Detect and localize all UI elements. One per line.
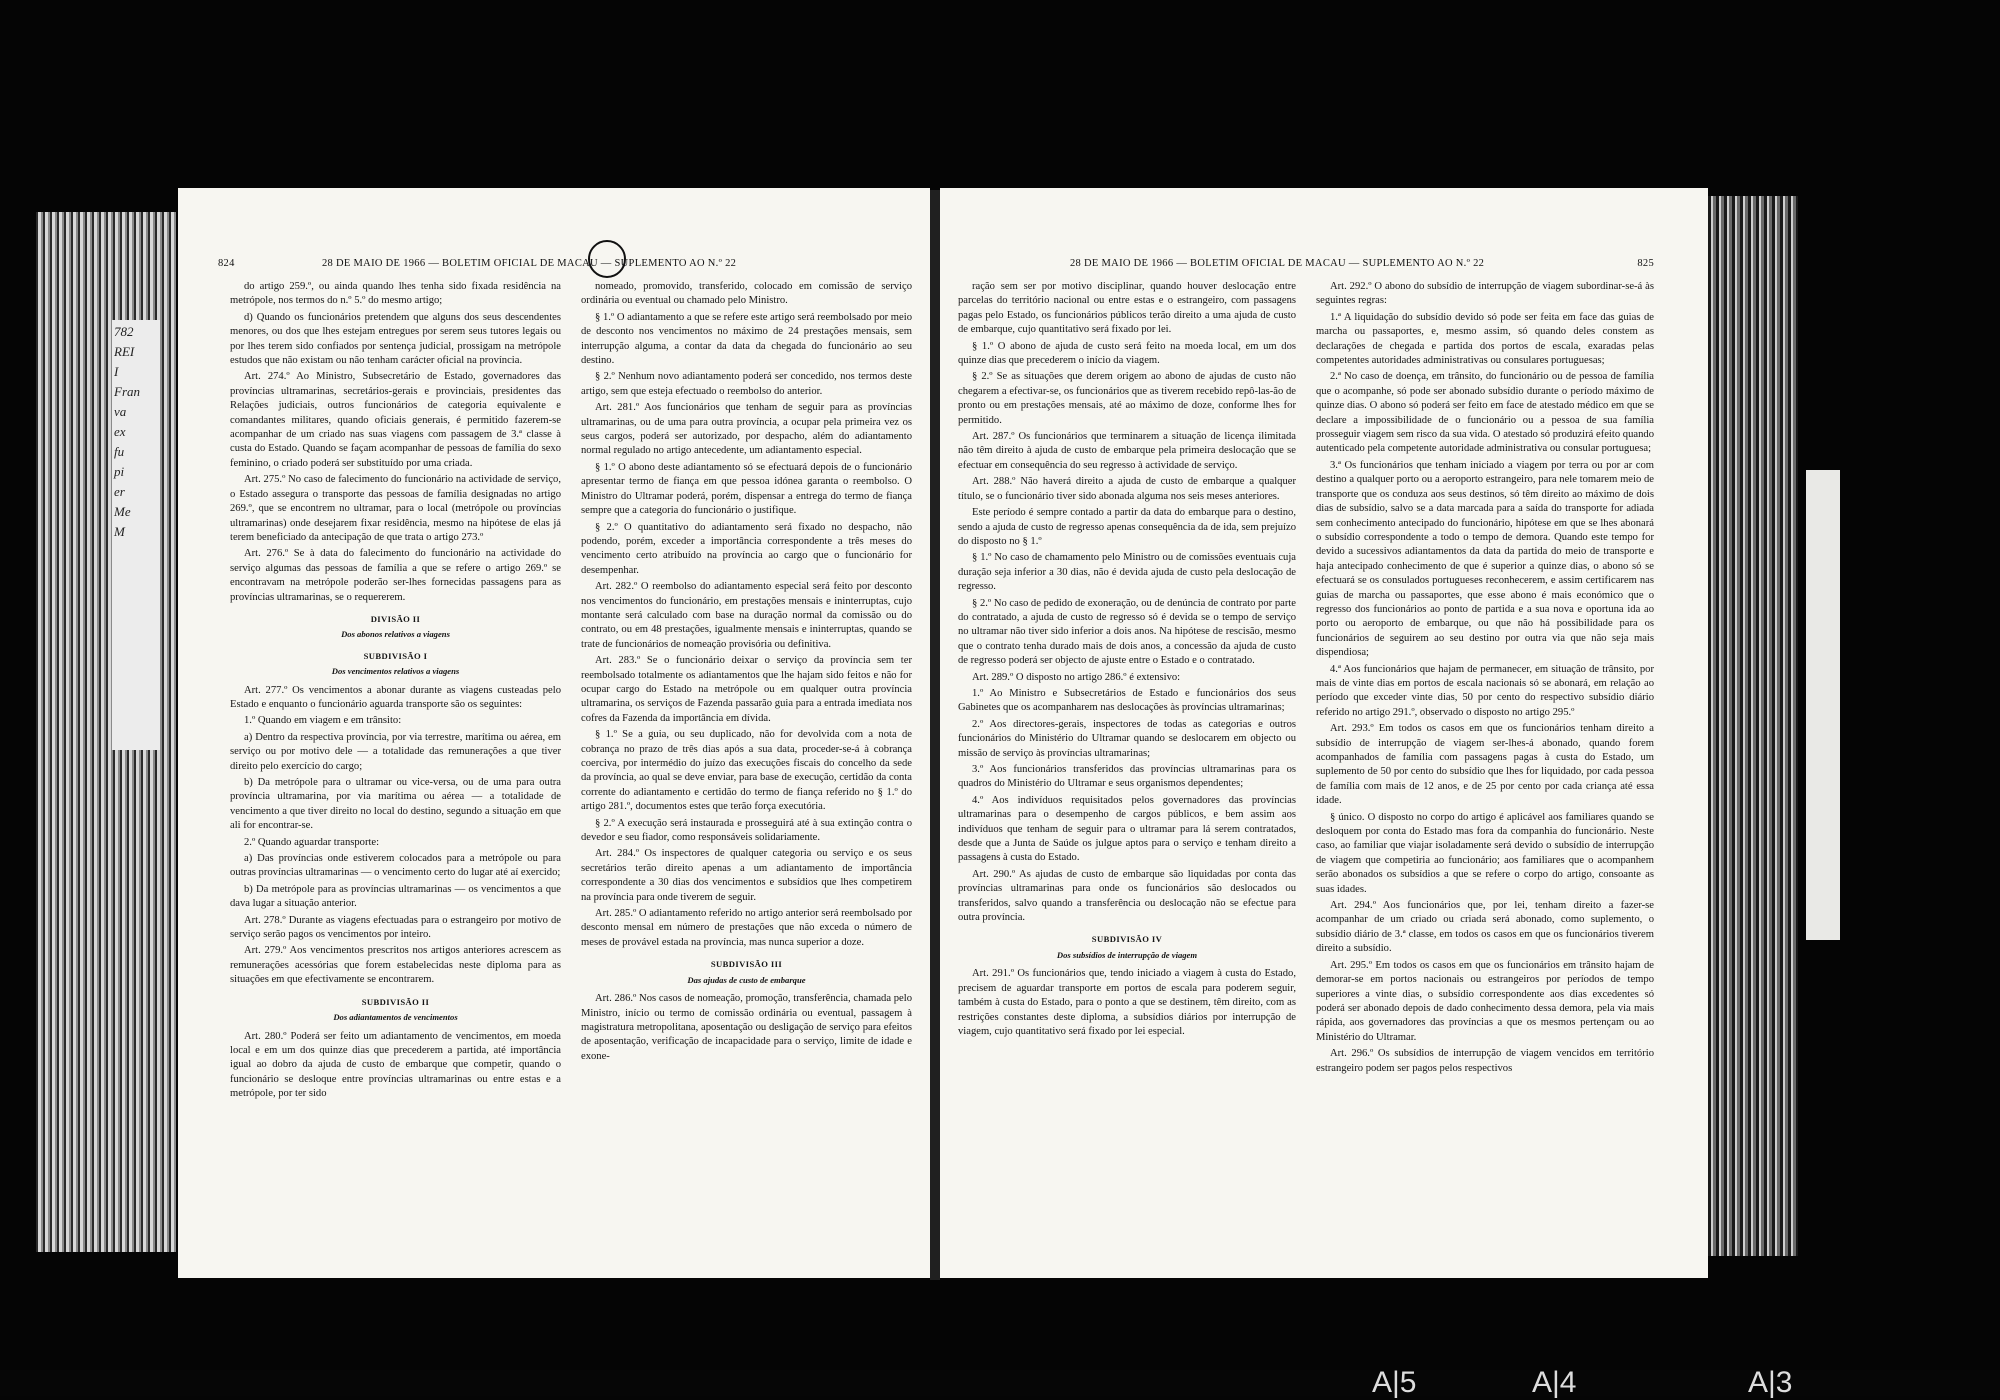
paragraph: Art. 279.º Aos vencimentos prescritos nos artigos anteriores acrescem as remunerações acessórias que forem estabelecidas neste diploma para as situações em que efectivamente se encontrarem. xyxy=(230,945,561,986)
paragraph: Art. 277.º Os vencimentos a abonar durante as viagens custeadas pelo Estado e enquanto o funcionário aguarda transporte são os seguintes: xyxy=(230,684,561,710)
left-page-running-title: 28 DE MAIO DE 1966 — BOLETIM OFICIAL DE MACAU — SUPLEMENTO AO N.º 22 xyxy=(322,258,737,269)
right-page-column-1 xyxy=(958,280,1296,1238)
paragraph: § 2.º O quantitativo do adiantamento será fixado no despacho, não podendo, porém, exceder a importância correspondente a três meses do vencimento certo atribuído na província ao cargo que o funcionário for desempenhar. xyxy=(581,521,912,576)
paragraph: Art. 290.º As ajudas de custo de embarque são liquidadas por conta das províncias ultramarinas para onde os funcionários são deslocados ou transferidos, salvo quando a transferência ou deslocação não se efectue para outra província. xyxy=(958,868,1296,924)
section-subheading: Dos adiantamentos de vencimentos xyxy=(333,1012,458,1023)
paragraph: Art. 294.º Aos funcionários que, por lei, tenham direito a fazer-se acompanhar de um criado ou criada será abonado, como suplemento, o subsídio diário de 3.ª classe, em todos os casos em que os funcionários tiverem direito a subsídio. xyxy=(1316,900,1654,955)
right-page-number: 825 xyxy=(1637,258,1654,269)
paragraph: nomeado, promovido, transferido, colocado em comissão de serviço ordinária ou eventual ou chamado pelo Ministro. xyxy=(581,281,912,307)
right-page-running-title: 28 DE MAIO DE 1966 — BOLETIM OFICIAL DE MACAU — SUPLEMENTO AO N.º 22 xyxy=(1070,258,1485,269)
fragment-text: I xyxy=(114,364,119,379)
frame-marker: A|3 xyxy=(1748,1366,1793,1399)
paragraph: 2.º Quando aguardar transporte: xyxy=(244,836,380,848)
paragraph: 2.º Aos directores-gerais, inspectores de todas as categorias e outros funcionários do Ministério do Ultramar quando se deslocarem em objecto ou missão de serviço às províncias ultramarinas; xyxy=(958,718,1296,759)
paragraph: Art. 285.º O adiantamento referido no artigo anterior será reembolsado por desconto mensal em número de prestações que não exceda o número de meses de provável estada na província, mas nunca superior a doze. xyxy=(581,908,912,948)
fragment-text: ex xyxy=(114,424,126,439)
left-adjacent-page-fragment xyxy=(112,320,160,750)
paragraph: Art. 274.º Ao Ministro, Subsecretário de Estado, governadores das províncias ultramarinas, secretários-gerais e provinciais, presidentes das Relações judiciais, outros funcionários de categoria equivalente e comandantes militares, quando oficiais generais, é permitido fazerem-se acompanhar de um criado nas suas viagens com passagem de 3.ª classe à custa do Estado. Quando se façam acompanhar de pessoas de família do sexo feminino, o criado poderá ser substituído por uma criada. xyxy=(230,371,561,469)
right-page-column-2 xyxy=(1316,280,1654,1238)
paragraph: do artigo 259.º, ou ainda quando lhes tenha sido fixada residência na metrópole, nos termos do n.º 5.º do mesmo artigo; xyxy=(230,281,561,307)
section-heading: SUBDIVISÃO II xyxy=(361,996,430,1007)
paragraph: § 1.º O abono deste adiantamento só se efectuará depois de o funcionário apresentar termo de fiança em que pessoa idónea garanta o reembolso. O Ministro do Ultramar poderá, porém, dispensar a entrega do termo de fiança sempre que a categoria do funcionário o justifique. xyxy=(581,461,912,517)
film-strip-marks xyxy=(0,1366,2000,1399)
section-heading: SUBDIVISÃO III xyxy=(710,959,783,970)
left-page-column-1 xyxy=(230,280,561,1238)
paragraph: § 1.º No caso de chamamento pelo Ministro ou de comissões eventuais cuja duração seja inferior a 30 dias, não é devida ajuda de custo pela deslocação de regresso. xyxy=(958,552,1296,593)
fragment-text: REI xyxy=(114,344,135,359)
paragraph: Art. 281.º Aos funcionários que tenham de seguir para as províncias ultramarinas, ou de uma para outra província, a ocupar pela primeira vez os seus cargos, poderá ser autorizado, por despacho, além do adiantamento normal regulado no artigo antecedente, um adiantamento especial. xyxy=(581,402,912,457)
paragraph: Este período é sempre contado a partir da data do embarque para o destino, sendo a ajuda de custo de regresso apenas consequência da de ida, sem prejuízo do disposto no § 1.º xyxy=(958,507,1296,547)
paragraph: § 2.º No caso de pedido de exoneração, ou de denúncia de contrato por parte do contratado, a ajuda de custo de regresso só é devida se o tempo de serviço no ultramar não tiver sido inferior a dois anos. Na hipótese de rescisão, mesmo que o contrato tenha durado mais de dois anos, a concessão da ajuda de custo de regresso poderá ser objecto de ajuste entre o Estado e o contratado. xyxy=(958,597,1296,667)
paragraph: Art. 276.º Se à data do falecimento do funcionário na actividade do serviço algumas das pessoas de família a que se refere o artigo 269.º se encontravam na metrópole poderão ser-lhes fornecidas passagens para as províncias ultramarinas, se o requererem. xyxy=(230,548,561,603)
section-subheading: Dos subsídios de interrupção de viagem xyxy=(1056,949,1198,960)
paragraph: § 1.º Se a guia, ou seu duplicado, não for devolvida com a nota de cobrança no prazo de três dias após a sua data, proceder-se-á à cobrança coerciva, por intermédio do juízo das execuções fiscais do concelho da sede da província, ao qual se deve enviar, para base de execução, certidão da conta corrente do adiantamento e certidão do termo de fiança referido no § 1.º do artigo 281.º, documentos estes que terão força executória. xyxy=(581,729,912,813)
paragraph: a) Das províncias onde estiverem colocados para a metrópole ou para outras províncias ultramarinas — o vencimento certo do lugar até aí exercido; xyxy=(230,853,561,879)
paragraph: Art. 296.º Os subsídios de interrupção de viagem vencidos em território estrangeiro podem ser pagos pelos respectivos xyxy=(1316,1048,1654,1074)
paragraph: § 2.º Nenhum novo adiantamento poderá ser concedido, nos termos deste artigo, sem que esteja efectuado o reembolso do anterior. xyxy=(581,371,912,397)
paragraph: Art. 289.º O disposto no artigo 286.º é extensivo: xyxy=(972,671,1181,683)
section-subheading: Dos abonos relativos a viagens xyxy=(341,629,450,640)
section-subheading: Das ajudas de custo de embarque xyxy=(687,974,806,985)
paragraph: Art. 293.º Em todos os casos em que os funcionários tenham direito a subsídio de interrupção de viagem ser-lhes-á abonado, quando forem acompanhados de família com passagens pagas à custa do Estado, um suplemento de 50 por cento do subsídio que lhes for liquidado, por cada pessoa de família com mais de 12 anos, e de 25 por cento por cada criança até essa idade. xyxy=(1316,723,1654,807)
fragment-text: pi xyxy=(114,464,125,479)
fragment-text: Fran xyxy=(114,384,140,399)
paragraph: Art. 291.º Os funcionários que, tendo iniciado a viagem à custa do Estado, precisem de aguardar transporte em portos de escala para poderem seguir, também à custa do Estado, para o ponto a que se destinem, têm direito, com as restrições constantes deste diploma, a subsídios diários por interrupção de viagem, cujo quantitativo será fixado por lei especial. xyxy=(958,968,1296,1037)
paragraph: 3.ª Os funcionários que tenham iniciado a viagem por terra ou por ar com destino a qualquer porto ou a aeroporto estrangeiro, para nele tomarem meio de transporte que os conduza aos seus destinos, só têm direito ao máximo de dois dias de subsídio, salvo se a data marcada para a saída do transporte for adiada sem conhecimento antecipado do funcionário, hipótese em que se lhes abonará o subsídio correspondente a todo o tempo de demora. Quando este tempo for devido a sucessivos adiantamentos da data da partida do meio de transporte e haja antecipado conhecimento de que é superior a quinze dias, o abono só se efectuará se os consulados portugueses reconhecerem, e assim certificarem nas guias de marcha ou passaportes, que esse abono é mais económico que o regresso dos funcionários ao ponto de partida e a sua nova e oportuna ida ao porto ou aeroporto de embarque, ou que não há possibilidade para os funcionários de seguirem ao seu destino por outra via que não seja mais dispendiosa; xyxy=(1316,459,1654,659)
fragment-text: er xyxy=(114,484,125,499)
section-heading: SUBDIVISÃO I xyxy=(363,650,428,661)
section-heading: SUBDIVISÃO IV xyxy=(1091,934,1163,945)
paragraph: Art. 282.º O reembolso do adiantamento especial será feito por desconto nos vencimentos do funcionário, em prestações mensais e ininterruptas, cujo montante será calculado com base na duração normal da comissão ou do contrato, ou em 48 prestações, igualmente mensais e ininterruptas, quando se trate de funcionários de nomeação provisória ou definitiva. xyxy=(581,581,912,650)
paragraph: a) Dentro da respectiva província, por via terrestre, marítima ou aérea, em serviço ou por motivo dele — a totalidade das remunerações a que tiver direito pelo exercício do cargo; xyxy=(230,731,561,772)
paragraph: 4.ª Aos funcionários que hajam de permanecer, em situação de trânsito, por mais de vinte dias em portos de escala nacionais só se abonará, em relação ao período que exceder vinte dias, 50 por cento do respectivo subsídio diário referido no artigo 291.º, observado o disposto no artigo 295.º xyxy=(1316,663,1654,718)
paragraph: 2.ª No caso de doença, em trânsito, do funcionário ou de pessoa de família que o acompanhe, só pode ser abonado subsídio durante o período máximo de quinze dias. O abono só poderá ser feito em face de atestado médico em que se declare a impossibilidade de o funcionário ou a pessoa de sua família prosseguir viagem sem risco da sua vida. O atestado só produzirá efeito quando autenticado pela competente autoridade administrativa ou consular portuguesa; xyxy=(1316,371,1654,455)
paragraph: Art. 284.º Os inspectores de qualquer categoria ou serviço e os seus secretários terão direito apenas a um adiantamento de importância correspondente a 30 dias dos vencimentos e subsídios que lhes competirem na província para onde tiverem de seguir. xyxy=(581,848,912,903)
paragraph: b) Da metrópole para o ultramar ou vice-versa, ou de uma para outra província ultramarina, por via marítima ou aérea — a totalidade de vencimento a que tiver direito no local do destino, segundo a situação em que ali for encontrar-se. xyxy=(230,777,561,832)
paragraph: Art. 288.º Não haverá direito a ajuda de custo de embarque a qualquer título, se o funcionário tiver sido abonada alguma nos seis meses anteriores. xyxy=(958,476,1296,502)
fragment-text: fu xyxy=(114,444,125,459)
left-page-column-2 xyxy=(581,280,912,1238)
paragraph: Art. 287.º Os funcionários que terminarem a situação de licença ilimitada não têm direito à ajuda de custo de embarque pela primeira deslocação que se efectuar em consequência do seu regresso à actividade de serviço. xyxy=(958,431,1296,471)
section-subheading: Dos vencimentos relativos a viagens xyxy=(331,666,460,677)
right-page-stack-edges xyxy=(1708,196,1798,1256)
paragraph: b) Da metrópole para as províncias ultramarinas — os vencimentos a que dava lugar a situação anterior. xyxy=(230,883,561,910)
paragraph: 1.º Ao Ministro e Subsecretários de Estado e funcionários dos seus Gabinetes que os acompanharem nas deslocações às províncias ultramarinas; xyxy=(958,687,1296,714)
paragraph: Art. 278.º Durante as viagens efectuadas para o estrangeiro por motivo de serviço serão pagos os vencimentos por inteiro. xyxy=(230,914,561,941)
paragraph: 3.º Aos funcionários transferidos das províncias ultramarinas para os quadros do Ministério do Ultramar e seus organismos dependentes; xyxy=(958,764,1296,790)
left-page-number: 824 xyxy=(218,258,235,269)
paragraph: § 2.º A execução será instaurada e prosseguirá até à sua extinção contra o devedor e seu fiador, como responsáveis solidariamente. xyxy=(581,817,912,844)
paragraph: § único. O disposto no corpo do artigo é aplicável aos familiares quando se desloquem por conta do Estado mas fora da companhia do funcionário. Neste caso, ao familiar que viajar isoladamente será devido o subsídio de interrupção de viagem que competiria ao funcionário; aos familiares que o acompanhem serão abonados os subsídios a que se refere o corpo do artigo, consoante as suas idades. xyxy=(1316,811,1654,895)
paragraph: § 1.º O abono de ajuda de custo será feito na moeda local, em um dos quinze dias que precederem o início da viagem. xyxy=(958,340,1296,367)
section-heading: DIVISÃO II xyxy=(370,613,421,624)
paragraph: 1.º Quando em viagem e em trânsito: xyxy=(244,715,402,727)
fragment-text: 782 xyxy=(114,324,134,339)
paragraph: 1.ª A liquidação do subsídio devido só pode ser feita em face das guias de marcha ou passaportes, e, mesmo assim, só quando deles constem as declarações de chegada e partida dos portos de escala, exaradas pelas competentes autoridades administrativas ou consulares portuguesas; xyxy=(1316,311,1654,367)
fragment-text: Me xyxy=(114,504,131,519)
frame-marker: A|4 xyxy=(1532,1366,1577,1399)
paragraph: Art. 295.º Em todos os casos em que os funcionários em trânsito hajam de demorar-se em portos nacionais ou estrangeiros por períodos de tempo superiores a vinte dias, o subsídio correspondente aos dias excedentes só poderá ser abonado depois de dado conhecimento dessa demora, pela via mais rápida, aos governadores das províncias a que os mesmos pertençam ou ao Ministério do Ultramar. xyxy=(1316,959,1654,1043)
paragraph: Art. 280.º Poderá ser feito um adiantamento de vencimentos, em moeda local e em um dos quinze dias que precederem a partida, até importância igual ao dobro da ajuda de custo de embarque que competir, quando o funcionário se desloque entre províncias ultramarinas ou entre estas e a metrópole, por ter sido xyxy=(230,1030,561,1100)
paragraph: d) Quando os funcionários pretendem que alguns dos seus descendentes menores, ou dos que lhes estejam entregues por serem seus tutores legais ou por lhes terem sido confiados por sentença judicial, prossigam na metrópole estudos que não existam ou não tenham carácter oficial na província. xyxy=(230,311,561,367)
paragraph: ração sem ser por motivo disciplinar, quando houver deslocação entre parcelas do território nacional ou entre estas e o estrangeiro, com passagens pagas pelo Estado, os funcionários públicos terão direito a uma ajuda de custo de embarque, cujo quantitativo será fixado por lei. xyxy=(958,281,1296,336)
paragraph: 4.º Aos indivíduos requisitados pelos governadores das províncias ultramarinas para o desempenho de cargos públicos, e bem assim aos indivíduos que tenham de seguir para o ultramar para lá serem contratados, desde que a Junta de Saúde os julgue aptos para o serviço e tenham direito a passagens à custa do Estado. xyxy=(958,794,1296,864)
left-page xyxy=(178,188,930,1278)
protruding-paper-slip xyxy=(1806,470,1840,940)
paragraph: Art. 283.º Se o funcionário deixar o serviço da província sem ter reembolsado totalmente os adiantamentos que lhe hajam sido feitos e não for ocupar cargo do Estado na metrópole ou em qualquer outra província ultramarina, os serviços de Fazenda passarão guia para a entrada imediata nos cofres da Fazenda da importância em dívida. xyxy=(581,655,912,724)
fragment-text: va xyxy=(114,404,127,419)
paragraph: Art. 286.º Nos casos de nomeação, promoção, transferência, chamada pelo Ministro, início ou termo de comissão ordinária ou eventual, passagem à magistratura metropolitana, aposentação ou desligação de serviço para efeitos de aposentação, verificação de incapacidade para o serviço, limite de idade e exone- xyxy=(581,993,912,1062)
book-spine xyxy=(930,190,940,1280)
fragment-text: M xyxy=(114,524,125,539)
paragraph: Art. 292.º O abono do subsídio de interrupção de viagem subordinar-se-á às seguintes regras: xyxy=(1316,281,1654,307)
paragraph: § 2.º Se as situações que derem origem ao abono de ajudas de custo não chegarem a efectivar-se, os funcionários que as tiverem recebido repô-las-ão de pronto ou em prestações mensais, até ao máximo de doze, conforme lhes for permitido. xyxy=(958,371,1296,426)
paragraph: § 1.º O adiantamento a que se refere este artigo será reembolsado por meio de desconto nos vencimentos no máximo de 24 prestações mensais, sem interrupção alguma, a contar da data da chegada do funcionário ao seu destino. xyxy=(581,311,912,367)
frame-marker: A|5 xyxy=(1372,1366,1417,1399)
paragraph: Art. 275.º No caso de falecimento do funcionário na actividade de serviço, o Estado assegura o transporte das pessoas de família designadas no artigo 269.º, que se encontrem no ultramar, para o local (metrópole ou províncias ultramarinas) onde desejarem fixar residência, mesmo na hipótese de elas já terem beneficiado da antecipação de que trata o artigo 273.º xyxy=(230,474,561,543)
right-page xyxy=(940,188,1708,1278)
